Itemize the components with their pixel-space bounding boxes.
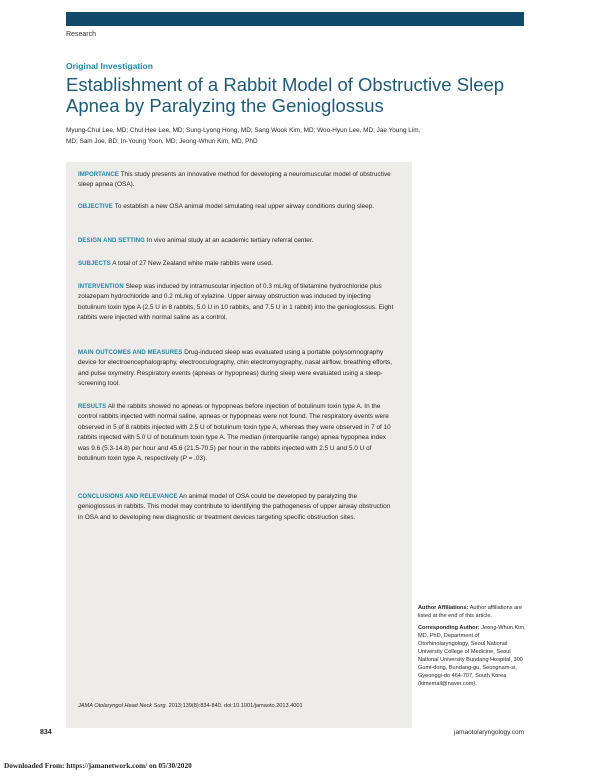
importance-text: This study presents an innovative method for developing a neuromuscular model of obstructive sleep apnea (OSA). <box>78 171 391 189</box>
abstract-subjects <box>78 259 396 269</box>
abstract-importance <box>78 170 396 191</box>
journal-header-bar <box>66 12 524 26</box>
objective-heading: OBJECTIVE <box>78 204 113 210</box>
section-label: Research <box>66 31 96 38</box>
design-text: In vivo animal study at an academic tertiary referral center. <box>146 237 314 244</box>
objective-text: To establish a new OSA animal model simulating real upper airway conditions during sleep. <box>114 203 375 210</box>
results-text: All the rabbits showed no apneas or hypopneas before injection of botulinum toxin type A. In the control rabbits injected with normal saline, apneas or hypopneas were not found. The respiratory events were observed in 5 of 8 rabbits injected with 2.5 U of botulinum toxin type A, whereas they were observed in 7 of 10 rabbits injected with 5.0 U of botulinum toxin type A. The median (interquartile range) apnea hypopnea index was 9.6 (5.3-14.8) per hour and 45.6 (21.5-70.5) per hour in the rabbits injected with 2.5 U and 5.0 U of botulinum toxin type A, respectively ( <box>78 403 391 463</box>
abstract-design <box>78 236 396 246</box>
citation-journal: JAMA Otolaryngol Head Neck Surg. <box>78 703 168 709</box>
abstract-conclusions <box>78 492 396 523</box>
intervention-heading: INTERVENTION <box>78 284 124 290</box>
abstract-intervention <box>78 282 396 324</box>
citation-details: 2013;139(8):834-840. doi:10.1001/jamaoto.2013.4001 <box>168 703 303 709</box>
citation <box>78 703 398 709</box>
abstract-objective <box>78 202 396 212</box>
outcomes-heading: MAIN OUTCOMES AND MEASURES <box>78 350 183 356</box>
p-value: = .03). <box>186 455 207 463</box>
abstract-outcomes <box>78 348 396 390</box>
author-affiliations <box>418 604 528 620</box>
corresponding-text: Jeong-Whun Kim, MD, PhD, Department of Otorhinolaryngology, Seoul National University College of Medicine, Seoul National University Bundang Hospital, 300 Gumi-dong, Bundang-gu, Seongnam-si, Gyeonggi-do 464-707, South Korea (kimemail@naver.com). <box>418 625 526 687</box>
subjects-text: A total of 27 New Zealand white male rabbits were used. <box>112 260 273 267</box>
outcomes-text: Drug-induced sleep was evaluated using a portable polysomnography device for electroencephalography, electrooculography, chin electromyography, nasal airflow, breathing efforts, and pulse oxymetry. Respiratory events (apneas or hypopneas) during sleep were evaluated using a sleep-screening tool. <box>78 349 393 388</box>
importance-heading: IMPORTANCE <box>78 172 119 178</box>
article-type: Original Investigation <box>66 61 153 71</box>
author-list: Myung-Chul Lee, MD; Chul Hee Lee, MD; Sung-Lyong Hong, MD; Sang Wook Kim, MD; Woo-Hyun Lee, MD; Jae Young Lim, MD; Sam Joe, BD; In-Young Yoon, MD; Jeong-Whun Kim, MD, PhD <box>66 127 421 145</box>
subjects-heading: SUBJECTS <box>78 261 111 267</box>
side-notes <box>418 604 528 692</box>
download-note: Downloaded From: https://jamanetwork.com/ on 05/30/2020 <box>4 761 192 770</box>
intervention-text: Sleep was induced by intramuscular injection of 0.3 mL/kg of tiletamine hydrochloride plus zolazepam hydrochloride and 0.2 mL/kg of xylazine. Upper airway obstruction was induced by injecting botulinum toxin type A (2.5 U in 8 rabbits, 5.0 U in 10 rabbits, and 7.5 U in 1 rabbit) into the genioglossus. Eight rabbits were injected with normal saline as a control. <box>78 283 394 322</box>
abstract-box <box>66 162 412 728</box>
abstract-results <box>78 402 396 464</box>
affiliations-heading: Author Affiliations: <box>418 605 469 611</box>
page-number: 834 <box>40 729 52 736</box>
journal-website: jamaotolaryngology.com <box>454 729 524 736</box>
corresponding-author <box>418 624 528 688</box>
conclusions-text: An animal model of OSA could be developed by paralyzing the genioglossus in rabbits. This model may contribute to identifying the pathogenesis of upper airway obstruction in OSA and to developing new diagnostic or treatment devices targeting specific obstruction sites. <box>78 493 391 521</box>
design-heading: DESIGN AND SETTING <box>78 238 145 244</box>
p-value-label: P <box>182 455 187 463</box>
corresponding-heading: Corresponding Author: <box>418 625 480 631</box>
conclusions-heading: CONCLUSIONS AND RELEVANCE <box>78 494 178 500</box>
results-heading: RESULTS <box>78 404 107 410</box>
affiliations-text: Author affiliations are listed at the end of this article. <box>418 605 523 619</box>
article-title: Establishment of a Rabbit Model of Obstructive Sleep Apnea by Paralyzing the Genioglossus <box>66 74 505 116</box>
